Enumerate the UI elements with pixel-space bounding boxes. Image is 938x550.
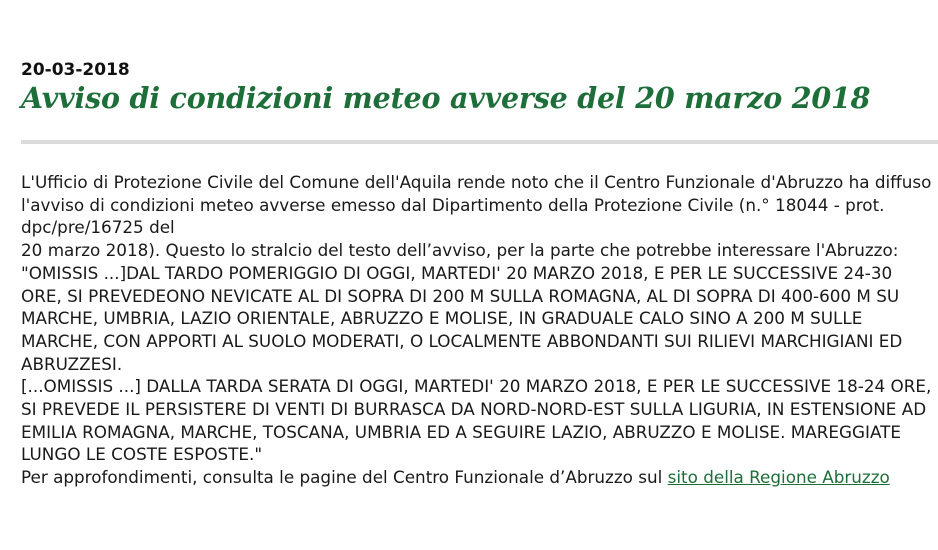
- more-info-text: Per approfondimenti, consulta le pagine del Centro Funzionale d’Abruzzo sul: [21, 467, 668, 488]
- article-body: [21, 171, 938, 489]
- intro-text-1: L'Ufficio di Protezione Civile del Comune dell'Aquila rende noto che il Centro Funzionale d'Abruzzo ha diffuso l'avviso di condizioni meteo avverse emesso dal Dipartimento della Protezione Civile (n.° 18044 - prot. dpc/pre/16725 del: [21, 172, 932, 238]
- more-info-paragraph: [21, 466, 938, 489]
- regione-abruzzo-link[interactable]: sito della Regione Abruzzo: [667, 467, 890, 488]
- title-divider: [21, 140, 938, 144]
- article-title: Avviso di condizioni meteo avverse del 20 marzo 2018: [21, 81, 871, 115]
- alert-quote-2: [...OMISSIS ...] DALLA TARDA SERATA DI OGGI, MARTEDI' 20 MARZO 2018, E PER LE SUCCESSIVE 18-24 ORE, SI PREVEDE IL PERSISTERE DI VENTI DI BURRASCA DA NORD-NORD-EST SULLA LIGURIA, IN ESTENSIONE AD EMILIA ROMAGNA, MARCHE, TOSCANA, UMBRIA ED A SEGUIRE LAZIO, ABRUZZO E MOLISE. MAREGGIATE LUNGO LE COSTE ESPOSTE.": [21, 376, 932, 465]
- alert-quote-1: "OMISSIS ...]DAL TARDO POMERIGGIO DI OGGI, MARTEDI' 20 MARZO 2018, E PER LE SUCCESSIVE 24-30 ORE, SI PREVEDEONO NEVICATE AL DI SOPRA DI 200 M SULLA ROMAGNA, AL DI SOPRA DI 400-600 M SU MARCHE, UMBRIA, LAZIO ORIENTALE, ABRUZZO E MOLISE, IN GRADUALE CALO SINO A 200 M SULLE MARCHE, CON APPORTI AL SUOLO MODERATI, O LOCALMENTE ABBONDANTI SUI RILIEVI MARCHIGIANI ED ABRUZZESI.: [21, 262, 903, 374]
- intro-paragraph: [21, 171, 938, 262]
- intro-text-2: 20 marzo 2018). Questo lo stralcio del testo dell’avviso, per la parte che potrebbe interessare l'Abruzzo:: [21, 240, 899, 261]
- article-date: 20-03-2018: [21, 60, 130, 80]
